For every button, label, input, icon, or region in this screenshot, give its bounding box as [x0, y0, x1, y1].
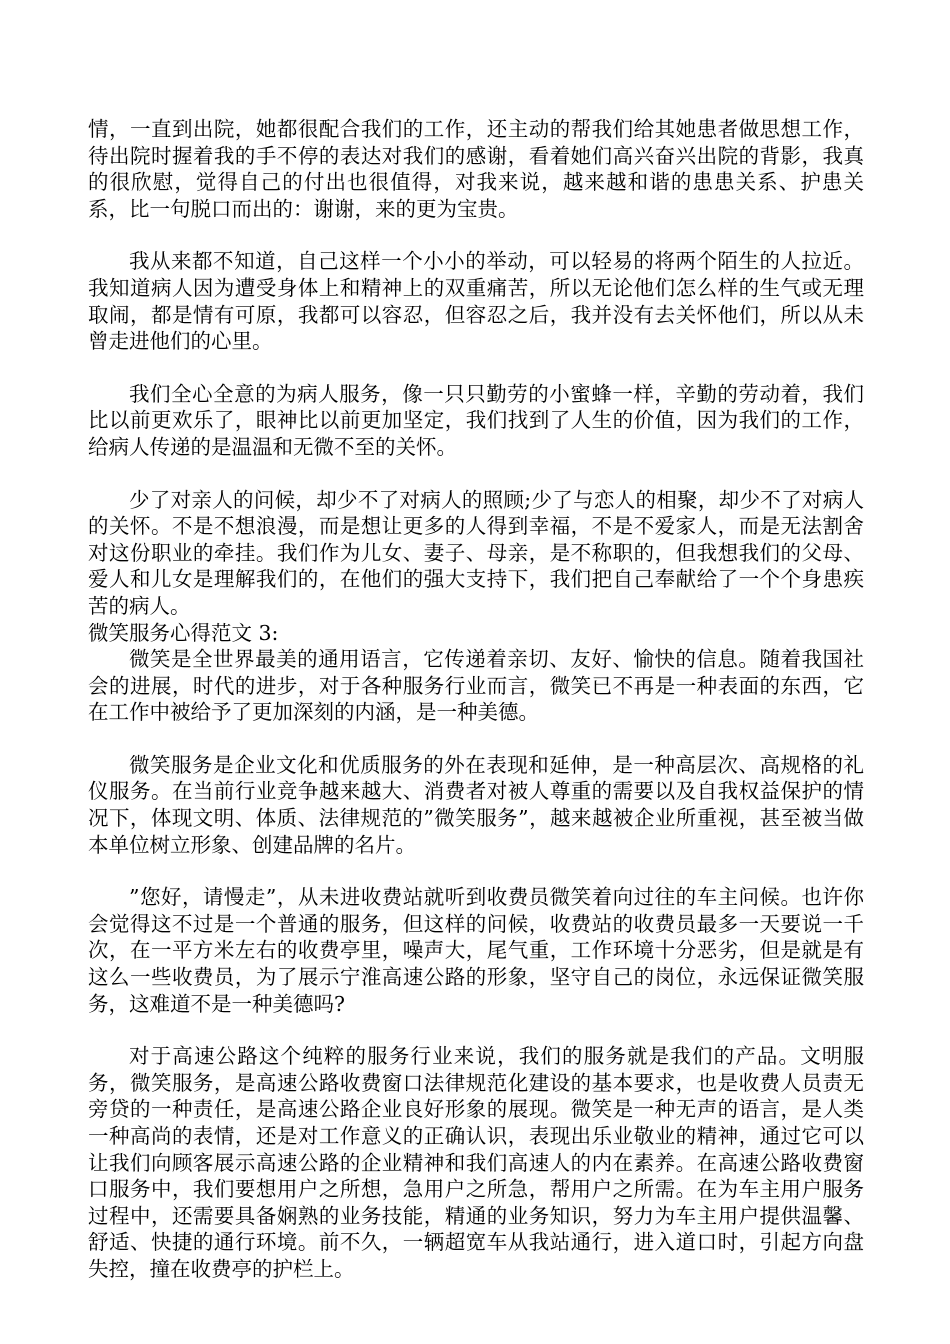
paragraph-8: 对于高速公路这个纯粹的服务行业来说，我们的服务就是我们的产品。文明服务，微笑服务，是高速公路收费窗口法律规范化建设的基本要求，也是收费人员责无旁贷的一种责任，是高速公路企业良好形象的展现。微笑是一种无声的语言，是人类一种高尚的表情，还是对工作意义的正确认识，表现出乐业敬业的精神，通过它可以让我们向顾客展示高速公路的企业精神和我们高速人的内在素养。在高速公路收费窗口服务中，我们要想用户之所想，急用户之所急，帮用户之所需。在为车主用户服务过程中，还需要具备娴熟的业务技能，精通的业务知识，努力为车主用户提供温馨、舒适、快捷的通行环境。前不久，一辆超宽车从我站通行，进入道口时，引起方向盘失控，撞在收费亭的护栏上。 [88, 1044, 864, 1281]
section-heading: 微笑服务心得范文 3: [88, 620, 279, 645]
paragraph-1: 情，一直到出院，她都很配合我们的工作，还主动的帮我们给其她患者做思想工作，待出院时握着我的手不停的表达对我们的感谢，看着她们高兴奋兴出院的背影，我真的很欣慰，觉得自己的付出也很值得，对我来说，越来越和谐的患患关系、护患关系，比一句脱口而出的：谢谢，来的更为宝贵。 [88, 117, 864, 221]
paragraph-2: 我从来都不知道，自己这样一个小小的举动，可以轻易的将两个陌生的人拉近。我知道病人因为遭受身体上和精神上的双重痛苦，所以无论他们怎么样的生气或无理取闹，都是情有可原，我都可以容忍，但容忍之后，我并没有去关怀他们，所以从未曾走进他们的心里。 [88, 249, 864, 354]
paragraph-6: 微笑服务是企业文化和优质服务的外在表现和延伸，是一种高层次、高规格的礼仪服务。在当前行业竞争越来越大、消费者对被人尊重的需要以及自我权益保护的情况下，体现文明、体质、法律规范的”微笑服务”，越来越被企业所重视，甚至被当做本单位树立形象、创建品牌的名片。 [88, 752, 864, 857]
paragraph-4: 少了对亲人的问候，却少不了对病人的照顾;少了与恋人的相聚，却少不了对病人的关怀。不是不想浪漫，而是想让更多的人得到幸福，不是不爱家人，而是无法割舍对这份职业的牵挂。我们作为儿女、妻子、母亲，是不称职的，但我想我们的父母、爱人和儿女是理解我们的，在他们的强大支持下，我们把自己奉献给了一个个身患疾苦的病人。 [88, 487, 864, 618]
paragraph-5: 微笑是全世界最美的通用语言，它传递着亲切、友好、愉快的信息。随着我国社会的进展，时代的进步，对于各种服务行业而言，微笑已不再是一种表面的东西，它在工作中被给予了更加深刻的内涵，是一种美德。 [88, 647, 864, 725]
paragraph-7: ”您好，请慢走”，从未进收费站就听到收费员微笑着向过往的车主问候。也许你会觉得这不过是一个普通的服务，但这样的问候，收费站的收费员最多一天要说一千次，在一平方米左右的收费亭里，噪声大，尾气重，工作环境十分恶劣，但是就是有这么一些收费员，为了展示宁淮高速公路的形象，坚守自己的岗位，永远保证微笑服务，这难道不是一种美德吗? [88, 885, 864, 1016]
paragraph-3: 我们全心全意的为病人服务，像一只只勤劳的小蜜蜂一样，辛勤的劳动着，我们比以前更欢乐了，眼神比以前更加坚定，我们找到了人生的价值，因为我们的工作，给病人传递的是温温和无微不至的关怀。 [88, 381, 864, 459]
